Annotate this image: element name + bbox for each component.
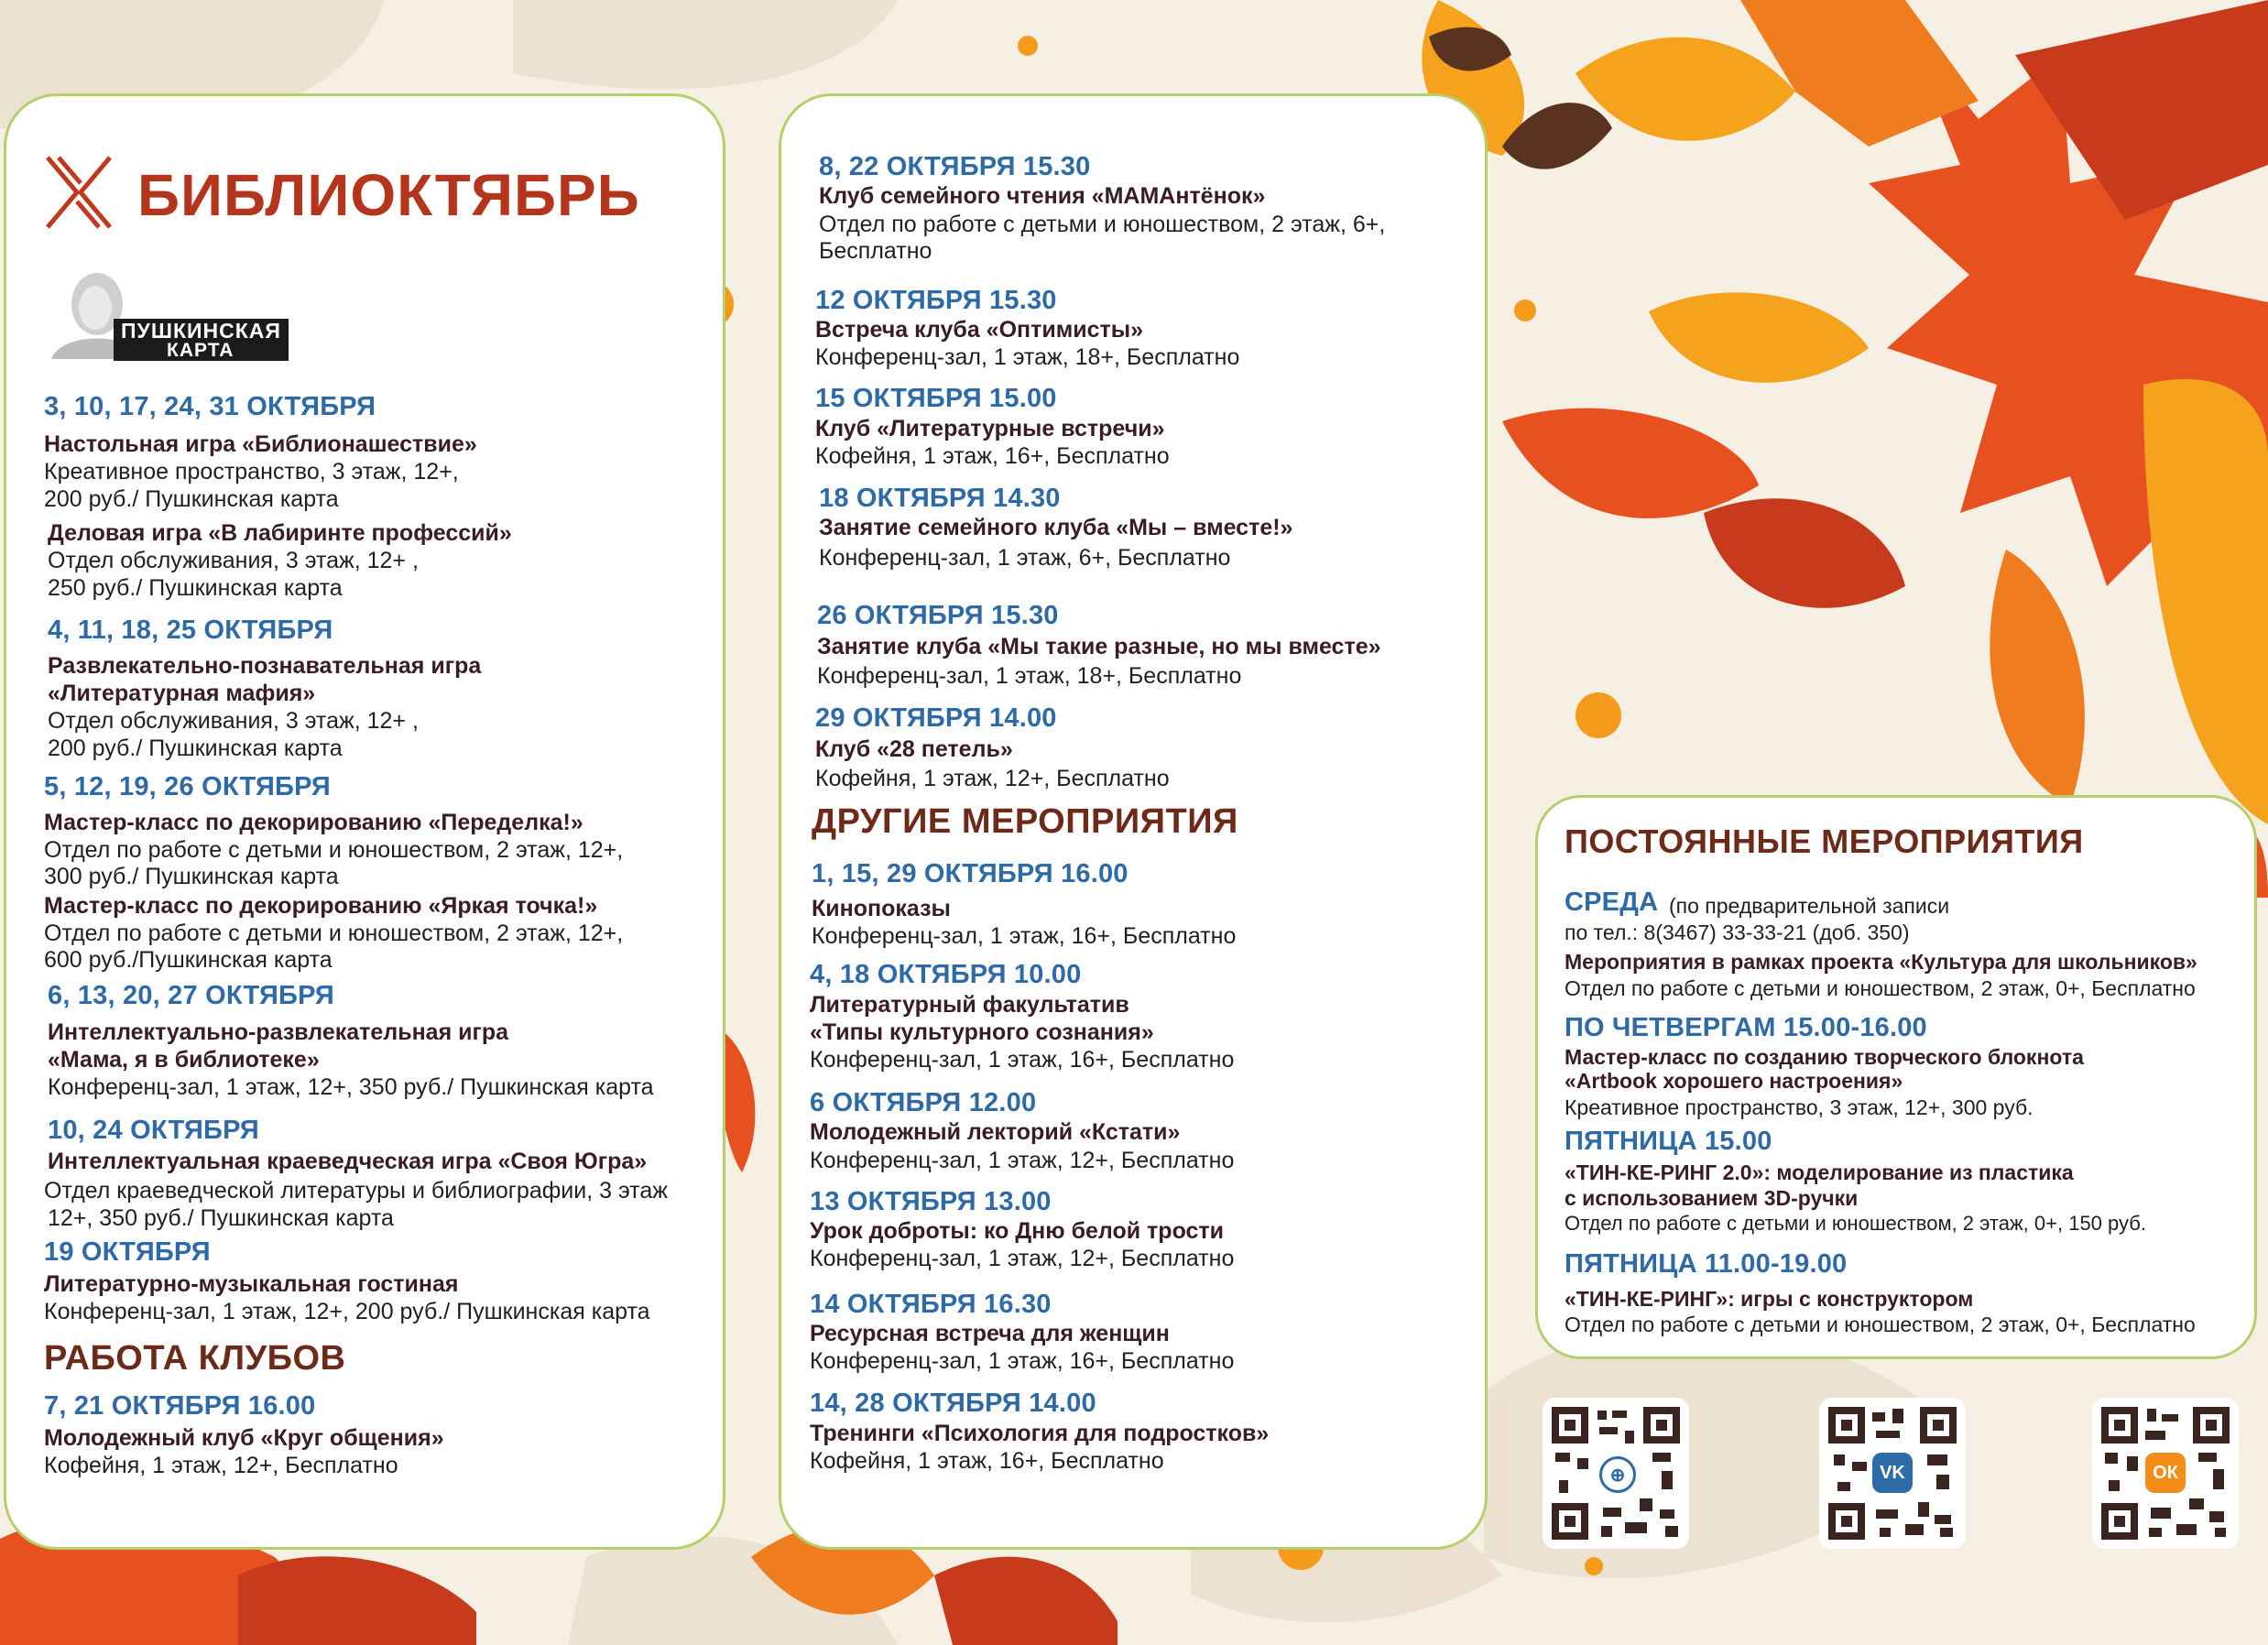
brand-title: БИБЛИОКТЯБРЬ bbox=[137, 162, 640, 228]
event-title: Урок доброты: ко Дню белой трости bbox=[810, 1218, 1225, 1244]
event-date: 6, 13, 20, 27 ОКТЯБРЯ bbox=[48, 981, 334, 1010]
event-title: с использованием 3D-ручки bbox=[1565, 1186, 1859, 1210]
event-title: Мастер-класс по декорированию «Яркая точка!» bbox=[44, 893, 598, 919]
event-info: Конференц-зал, 1 этаж, 16+, Бесплатно bbox=[810, 1348, 1235, 1374]
event-title: Мероприятия в рамках проекта «Культура для школьников» bbox=[1565, 950, 2197, 974]
event-title: Деловая игра «В лабиринте профессий» bbox=[48, 520, 512, 546]
event-title: Встреча клуба «Оптимисты» bbox=[815, 317, 1144, 343]
event-title: Клуб «28 петель» bbox=[815, 736, 1013, 762]
event-info: Конференц-зал, 1 этаж, 16+, Бесплатно bbox=[812, 923, 1237, 949]
event-date: 26 ОКТЯБРЯ 15.30 bbox=[817, 601, 1059, 630]
event-date: 4, 18 ОКТЯБРЯ 10.00 bbox=[810, 960, 1082, 989]
event-title: Клуб «Литературные встречи» bbox=[815, 416, 1165, 441]
event-note: по тел.: 8(3467) 33-33-21 (доб. 350) bbox=[1565, 921, 1910, 944]
event-info: Конференц-зал, 1 этаж, 12+, 200 руб./ Пушкинская карта bbox=[44, 1299, 650, 1324]
event-date: ПЯТНИЦА 11.00-19.00 bbox=[1565, 1249, 1848, 1279]
qr-code-vk[interactable] bbox=[1819, 1398, 1966, 1549]
event-info: Отдел обслуживания, 3 этаж, 12+ , bbox=[48, 708, 419, 734]
event-info: Отдел краеведческой литературы и библиографии, 3 этаж bbox=[44, 1178, 668, 1204]
event-title: Молодежный клуб «Круг общения» bbox=[44, 1425, 444, 1451]
event-info: Конференц-зал, 1 этаж, 12+, Бесплатно bbox=[810, 1246, 1235, 1271]
event-date: ПО ЧЕТВЕРГАМ 15.00-16.00 bbox=[1565, 1013, 1927, 1042]
event-info: Бесплатно bbox=[819, 238, 932, 264]
event-info: Отдел по работе с детьми и юношеством, 2 этаж, 6+, bbox=[819, 212, 1386, 237]
event-info: Конференц-зал, 1 этаж, 16+, Бесплатно bbox=[810, 1047, 1235, 1073]
event-date: 4, 11, 18, 25 ОКТЯБРЯ bbox=[48, 616, 333, 645]
event-date: 10, 24 ОКТЯБРЯ bbox=[48, 1116, 259, 1145]
event-title: Занятие клуба «Мы такие разные, но мы вместе» bbox=[817, 634, 1381, 659]
event-info: Кофейня, 1 этаж, 12+, Бесплатно bbox=[44, 1453, 398, 1478]
event-title: «Artbook хорошего настроения» bbox=[1565, 1069, 1903, 1093]
event-date: 15 ОКТЯБРЯ 15.00 bbox=[815, 384, 1057, 413]
other-events-heading: ДРУГИЕ МЕРОПРИЯТИЯ bbox=[812, 802, 1238, 841]
event-date: 18 ОКТЯБРЯ 14.30 bbox=[819, 484, 1061, 513]
permanent-events-heading: ПОСТОЯННЫЕ МЕРОПРИЯТИЯ bbox=[1565, 822, 2084, 860]
event-date: 7, 21 ОКТЯБРЯ 16.00 bbox=[44, 1391, 316, 1421]
event-title: Литературно-музыкальная гостиная bbox=[44, 1271, 459, 1297]
event-date: 12 ОКТЯБРЯ 15.30 bbox=[815, 286, 1057, 315]
event-date: СРЕДА bbox=[1565, 888, 1659, 917]
event-info: Креативное пространство, 3 этаж, 12+, bbox=[44, 459, 459, 485]
event-title: «ТИН-КЕ-РИНГ 2.0»: моделирование из пластика bbox=[1565, 1160, 2074, 1184]
event-date: 6 ОКТЯБРЯ 12.00 bbox=[810, 1088, 1037, 1117]
qr-code-website[interactable] bbox=[1543, 1398, 1689, 1549]
event-info: Отдел по работе с детьми и юношеством, 2 этаж, 0+, Бесплатно bbox=[1565, 976, 2196, 1000]
event-title: «Типы культурного сознания» bbox=[810, 1019, 1154, 1045]
event-title: Мастер-класс по декорированию «Переделка!» bbox=[44, 810, 583, 835]
event-title: «Литературная мафия» bbox=[48, 681, 316, 706]
event-info: 200 руб./ Пушкинская карта bbox=[48, 735, 343, 761]
vk-icon: VK bbox=[1872, 1453, 1913, 1493]
event-title: «ТИН-КЕ-РИНГ»: игры с конструктором bbox=[1565, 1287, 1974, 1311]
event-info: Конференц-зал, 1 этаж, 12+, 350 руб./ Пушкинская карта bbox=[48, 1074, 654, 1100]
ok-icon: ОК bbox=[2145, 1453, 2186, 1493]
event-date: 5, 12, 19, 26 ОКТЯБРЯ bbox=[44, 772, 331, 801]
event-title: «Мама, я в библиотеке» bbox=[48, 1047, 320, 1073]
event-date: 19 ОКТЯБРЯ bbox=[44, 1237, 211, 1267]
event-title: Литературный факультатив bbox=[810, 992, 1129, 1018]
event-info: Отдел обслуживания, 3 этаж, 12+ , bbox=[48, 548, 419, 573]
event-info: Конференц-зал, 1 этаж, 18+, Бесплатно bbox=[817, 663, 1242, 689]
event-info: Отдел по работе с детьми и юношеством, 2 этаж, 0+, Бесплатно bbox=[1565, 1313, 2196, 1336]
event-info: Отдел по работе с детьми и юношеством, 2 этаж, 0+, 150 руб. bbox=[1565, 1212, 2146, 1235]
event-info: Креативное пространство, 3 этаж, 12+, 300 руб. bbox=[1565, 1095, 2034, 1119]
event-title: Тренинги «Психология для подростков» bbox=[810, 1421, 1270, 1446]
event-date: 3, 10, 17, 24, 31 ОКТЯБРЯ bbox=[44, 392, 376, 421]
event-title: Развлекательно-познавательная игра bbox=[48, 653, 482, 679]
event-info: 12+, 350 руб./ Пушкинская карта bbox=[48, 1205, 394, 1231]
event-date: 14, 28 ОКТЯБРЯ 14.00 bbox=[810, 1389, 1096, 1418]
event-info: Кофейня, 1 этаж, 16+, Бесплатно bbox=[810, 1448, 1164, 1474]
event-title: Молодежный лекторий «Кстати» bbox=[810, 1119, 1181, 1145]
pushkin-card-logo bbox=[42, 267, 363, 359]
event-note: (по предварительной записи bbox=[1669, 894, 1950, 918]
event-info: Кофейня, 1 этаж, 12+, Бесплатно bbox=[815, 766, 1170, 791]
event-info: 200 руб./ Пушкинская карта bbox=[44, 486, 339, 512]
event-info: Отдел по работе с детьми и юношеством, 2 этаж, 12+, bbox=[44, 921, 624, 946]
event-info: Отдел по работе с детьми и юношеством, 2 этаж, 12+, bbox=[44, 837, 624, 863]
event-title: Интеллектуально-развлекательная игра bbox=[48, 1019, 509, 1045]
event-date: 1, 15, 29 ОКТЯБРЯ 16.00 bbox=[812, 859, 1129, 888]
event-info: Кофейня, 1 этаж, 16+, Бесплатно bbox=[815, 443, 1170, 469]
event-title: Настольная игра «Библионашествие» bbox=[44, 431, 477, 457]
event-info: 600 руб./Пушкинская карта bbox=[44, 947, 333, 973]
library-logo-icon bbox=[44, 154, 114, 231]
event-info: 300 руб./ Пушкинская карта bbox=[44, 864, 339, 889]
pushkin-card-line1: ПУШКИНСКАЯ bbox=[121, 319, 281, 343]
event-title: Мастер-класс по созданию творческого блокнота bbox=[1565, 1045, 2084, 1069]
event-info: Конференц-зал, 1 этаж, 18+, Бесплатно bbox=[815, 344, 1240, 370]
clubs-heading: РАБОТА КЛУБОВ bbox=[44, 1339, 346, 1378]
event-title: Занятие семейного клуба «Мы – вместе!» bbox=[819, 515, 1293, 540]
pushkin-card-line2: КАРТА bbox=[167, 340, 234, 361]
event-title: Кинопоказы bbox=[812, 896, 951, 921]
event-title: Интеллектуальная краеведческая игра «Своя Югра» bbox=[48, 1149, 648, 1174]
event-info: Конференц-зал, 1 этаж, 12+, Бесплатно bbox=[810, 1148, 1235, 1173]
event-date: ПЯТНИЦА 15.00 bbox=[1565, 1127, 1772, 1156]
event-date: 14 ОКТЯБРЯ 16.30 bbox=[810, 1290, 1052, 1319]
event-title: Ресурсная встреча для женщин bbox=[810, 1321, 1170, 1346]
qr-code-ok[interactable] bbox=[2092, 1398, 2239, 1549]
event-info: Конференц-зал, 1 этаж, 6+, Бесплатно bbox=[819, 545, 1231, 571]
event-date: 8, 22 ОКТЯБРЯ 15.30 bbox=[819, 152, 1091, 181]
globe-icon: ⊕ bbox=[1599, 1456, 1636, 1493]
pushkin-card-text bbox=[114, 319, 289, 361]
event-title: Клуб семейного чтения «МАМАнтёнок» bbox=[819, 183, 1266, 209]
event-info: 250 руб./ Пушкинская карта bbox=[48, 575, 343, 601]
event-date: 13 ОКТЯБРЯ 13.00 bbox=[810, 1187, 1052, 1216]
event-date: 29 ОКТЯБРЯ 14.00 bbox=[815, 703, 1057, 733]
